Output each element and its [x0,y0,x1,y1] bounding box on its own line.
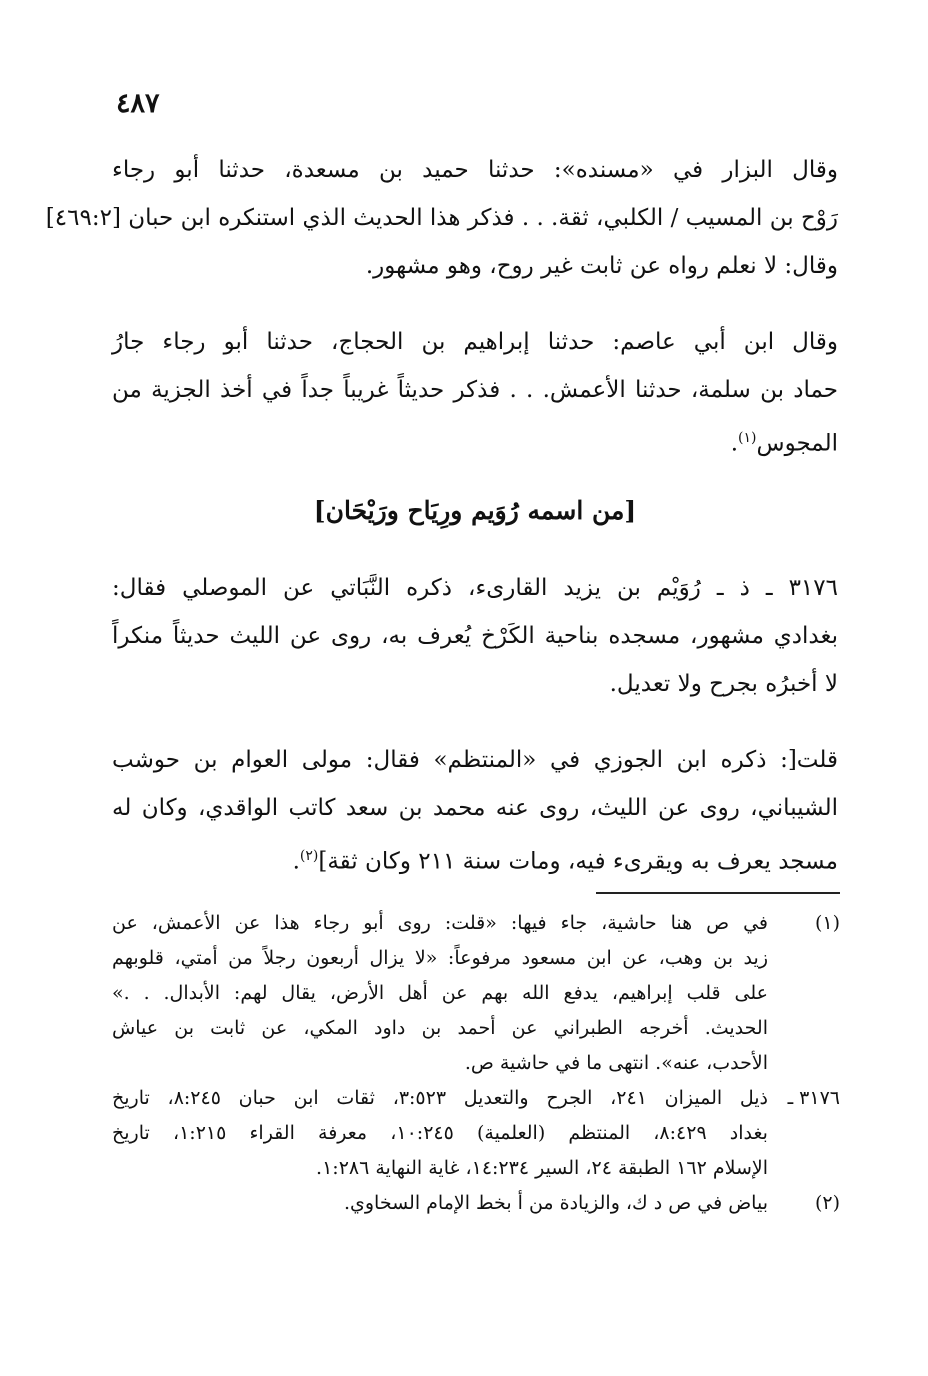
text-line: ٣١٧٦ ـ ذ ـ رُوَيْم بن يزيد القارىء، ذكره النَّبَاتي عن الموصلي فقال: [112,575,838,601]
text-line: قلت[: ذكره ابن الجوزي في «المنتظم» فقال: مولى العوام بن حوشب [112,747,838,773]
text-line: حماد بن سلمة، حدثنا الأعمش. . . فذكر حديثاً غريباً جداً في أخذ الجزية من [112,377,838,403]
text-line: وقال البزار في «مسنده»: حدثنا حميد بن مسعدة، حدثنا أبو رجاء [112,157,838,183]
footnote-ref-2: (٢) [299,848,319,864]
text-line: بغدادي مشهور، مسجده بناحية الكَرْخ يُعرف به، روى عن الليث حديثاً منكراً [112,623,838,649]
footnote-line: على قلب إبراهيم، يدفع الله بهم عن أهل الأرض، يقال لهم: الأبدال. . .» [112,982,768,1004]
footnote-line: بياض في ص د ك، والزيادة من أ بخط الإمام السخاوي. [343,1192,768,1214]
footnote-2 [112,1186,840,1221]
paragraph-qultu [112,736,838,886]
paragraph-ibn-abi-asim [112,318,838,468]
text-line: وقال ابن أبي عاصم: حدثنا إبراهيم بن الحجاج، حدثنا أبو رجاء جارُ [112,329,838,355]
footnote-label: (٢) [814,1192,840,1214]
footnote-line: زيد بن وهب، عن ابن مسعود مرفوعاً: «لا يزال أربعون رجلاً من أمتي، قلوبهم [112,947,768,969]
footnote-3176 [112,1081,840,1186]
footnote-line: الإسلام ١٦٢ الطبقة ٢٤، السير ١٤:٢٣٤، غاية النهاية ١:٢٨٦. [316,1157,768,1179]
text-line [112,414,838,468]
footnote-line: الأحدب، عنه». انتهى ما في حاشية ص. [464,1052,768,1074]
footnote-label: ٣١٧٦ ـ [787,1087,840,1109]
footnote-line: في ص هنا حاشية، جاء فيها: «قلت: روى أبو رجاء هذا عن الأعمش، عن [112,912,768,934]
footnote-label: (١) [814,912,840,934]
text-fragment: مسجد يعرف به ويقرىء فيه، ومات سنة ٢١١ وكان ثقة] [318,848,838,875]
footnote-separator [596,892,840,894]
footnote-line: بغداد ٨:٤٢٩، المنتظم (العلمية) ١٠:٢٤٥، معرفة القراء ١:٢١٥، تاريخ [112,1122,768,1144]
page-number: ٤٨٧ [116,88,160,119]
text-line: الشيباني، روى عن الليث، روى عنه محمد بن سعد كاتب الواقدي، وكان له [112,795,838,821]
text-line [112,832,838,886]
text-fragment: المجوس [756,430,838,457]
entry-3176 [112,564,838,708]
text-line: رَوْح بن المسيب / الكلبي، ثقة. . . فذكر هذا الحديث الذي استنكره ابن حبان [٤٦٩:٢] [45,205,838,231]
text-fragment: . [292,848,300,875]
paragraph-bazzar [45,146,838,290]
footnote-1 [112,906,840,1081]
text-fragment: . [730,430,739,457]
text-line: وقال: لا نعلم رواه عن ثابت غير روح، وهو مشهور. [365,253,838,279]
footnote-line: ذيل الميزان ٢٤١، الجرح والتعديل ٣:٥٢٣، ثقات ابن حبان ٨:٢٤٥، تاريخ [112,1087,769,1109]
footnote-ref-1: (١) [738,430,757,446]
footnote-line: الحديث. أخرجه الطبراني عن أحمد بن داود المكي، عن ثابت بن عياش [112,1017,768,1039]
text-line: لا أخبرُه بجرح ولا تعديل. [609,671,838,697]
section-heading: [من اسمه رُوَيم ورِيَاح ورَيْحَان] [313,496,637,525]
footnotes [112,906,840,1221]
